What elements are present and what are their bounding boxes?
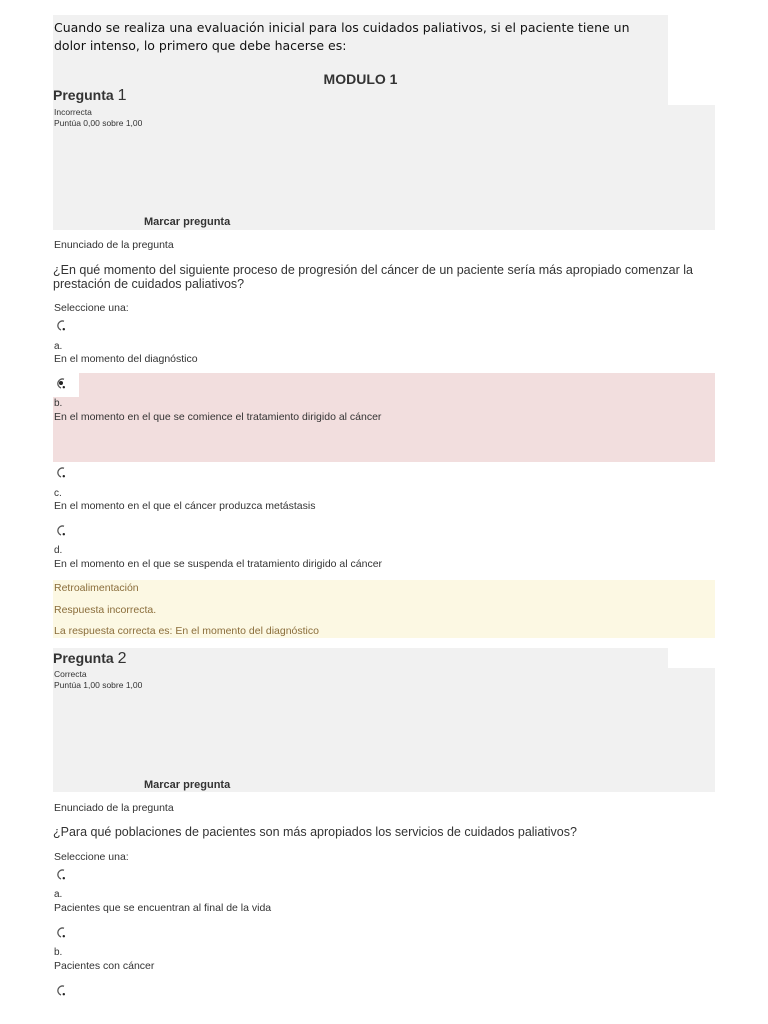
question-1-info-box bbox=[53, 105, 715, 230]
option-letter: b. bbox=[54, 398, 63, 409]
radio-option-b[interactable] bbox=[55, 926, 67, 938]
radio-option-b-selected[interactable] bbox=[55, 377, 67, 389]
module-title: MODULO 1 bbox=[323, 71, 398, 87]
radio-option-d[interactable] bbox=[55, 524, 67, 536]
intro-panel bbox=[53, 15, 668, 107]
question-title bbox=[53, 86, 126, 105]
select-label: Seleccione una: bbox=[54, 851, 129, 863]
question-title bbox=[53, 649, 126, 668]
radio-option-c[interactable] bbox=[55, 984, 67, 996]
question-text: ¿En qué momento del siguiente proceso de progresión del cáncer de un paciente sería más apropiado comenzar la prestación de cuidados paliativos? bbox=[53, 263, 693, 291]
question-number: 2 bbox=[117, 650, 127, 667]
feedback-title: Retroalimentación bbox=[54, 582, 139, 594]
option-letter: a. bbox=[54, 889, 63, 900]
statement-label: Enunciado de la pregunta bbox=[54, 802, 174, 814]
option-letter: d. bbox=[54, 545, 63, 556]
option-text[interactable]: En el momento del diagnóstico bbox=[54, 353, 198, 365]
question-2-info-box bbox=[53, 668, 715, 792]
radio-option-c[interactable] bbox=[55, 466, 67, 478]
question-status: Correcta bbox=[54, 669, 87, 679]
statement-label: Enunciado de la pregunta bbox=[54, 239, 174, 251]
option-letter: a. bbox=[54, 341, 63, 352]
option-letter: c. bbox=[54, 488, 62, 499]
option-letter: b. bbox=[54, 947, 63, 958]
question-text: ¿Para qué poblaciones de pacientes son más apropiados los servicios de cuidados paliativos? bbox=[53, 825, 577, 839]
question-2-header bbox=[53, 648, 668, 668]
question-status: Incorrecta bbox=[54, 107, 92, 117]
intro-question-text: Cuando se realiza una evaluación inicial para los cuidados paliativos, si el paciente tiene un dolor intenso, lo primero que debe hacerse es: bbox=[54, 20, 630, 53]
option-text[interactable]: En el momento en el que se comience el tratamiento dirigido al cáncer bbox=[54, 411, 382, 423]
question-number: 1 bbox=[117, 87, 127, 104]
question-score: Puntúa 0,00 sobre 1,00 bbox=[54, 118, 143, 128]
question-score: Puntúa 1,00 sobre 1,00 bbox=[54, 680, 143, 690]
option-text[interactable]: En el momento en el que se suspenda el tratamiento dirigido al cáncer bbox=[54, 558, 383, 570]
flag-question-button[interactable]: Marcar pregunta bbox=[144, 779, 231, 791]
option-text[interactable]: Pacientes con cáncer bbox=[54, 960, 155, 972]
flag-question-button[interactable]: Marcar pregunta bbox=[144, 216, 231, 228]
option-text[interactable]: Pacientes que se encuentran al final de la vida bbox=[54, 902, 272, 914]
radio-option-a[interactable] bbox=[55, 319, 67, 331]
feedback-correct-answer: La respuesta correcta es: En el momento del diagnóstico bbox=[54, 625, 319, 637]
question-label: Pregunta bbox=[53, 650, 114, 666]
select-label: Seleccione una: bbox=[54, 302, 129, 314]
radio-option-a[interactable] bbox=[55, 868, 67, 880]
option-text[interactable]: En el momento en el que el cáncer produzca metástasis bbox=[54, 500, 316, 512]
question-label: Pregunta bbox=[53, 87, 114, 103]
feedback-result: Respuesta incorrecta. bbox=[54, 604, 157, 616]
